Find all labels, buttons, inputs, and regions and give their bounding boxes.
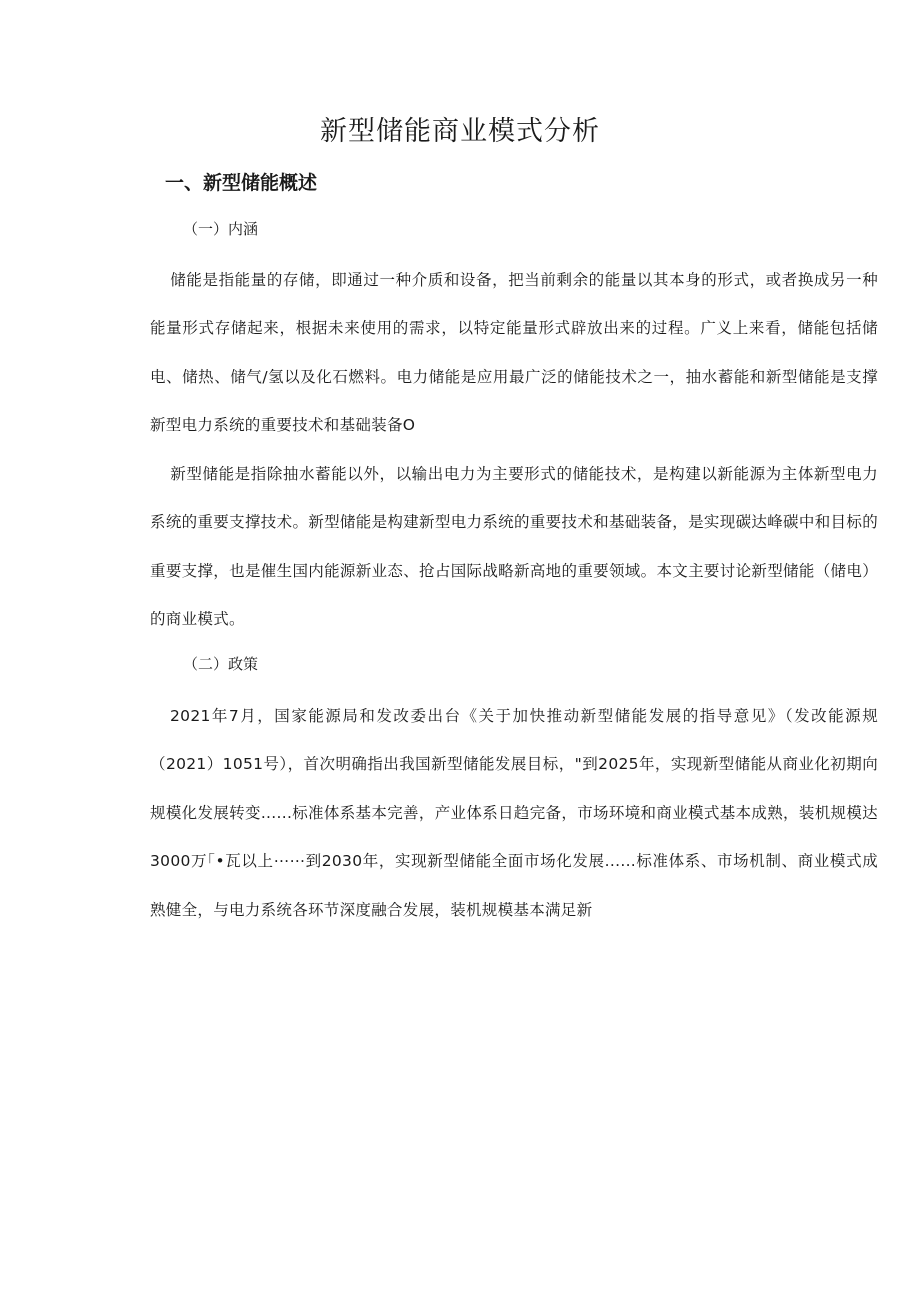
subsection-heading-policy: （二）政策 — [183, 655, 259, 673]
paragraph-policy — [150, 692, 878, 934]
subsection-heading-connotation: （一）内涵 — [183, 220, 259, 238]
paragraph-new-energy-storage-definition — [150, 450, 878, 644]
section-heading-overview: 一、新型储能概述 — [165, 172, 318, 194]
paragraph-text: 2021年7月，国家能源局和发改委出台《关于加快推动新型储能发展的指导意见》（发改能源规（2021）1051号），首次明确指出我国新型储能发展目标，"到2025年，实现新型储能从商业化初期向规模化发展转变......标准体系基本完善，产业体系日趋完备，市场环境和商业模式基本成熟，装机规模达3000万｢•瓦以上⋯⋯到2030年，实现新型储能全面市场化发展......标准体系、市场机制、商业模式成熟健全，与电力系统各环节深度融合发展，装机规模基本满足新 — [150, 707, 878, 919]
page-title: 新型储能商业模式分析 — [320, 116, 600, 147]
paragraph-text: 新型储能是指除抽水蓄能以外，以输出电力为主要形式的储能技术，是构建以新能源为主体新型电力系统的重要支撑技术。新型储能是构建新型电力系统的重要技术和基础装备，是实现碳达峰碳中和目标的重要支撑，也是催生国内能源新业态、抢占国际战略新高地的重要领域。本文主要讨论新型储能（储电）的商业模式。 — [150, 465, 878, 629]
paragraph-energy-storage-definition — [150, 256, 878, 450]
paragraph-text: 储能是指能量的存储，即通过一种介质和设备，把当前剩余的能量以其本身的形式，或者换成另一种能量形式存储起来，根据未来使用的需求，以特定能量形式辟放出来的过程。广义上来看，储能包括储电、储热、储气/氢以及化石燃料。电力储能是应用最广泛的储能技术之一，抽水蓄能和新型储能是支撑新型电力系统的重要技术和基础装备O — [150, 271, 878, 435]
